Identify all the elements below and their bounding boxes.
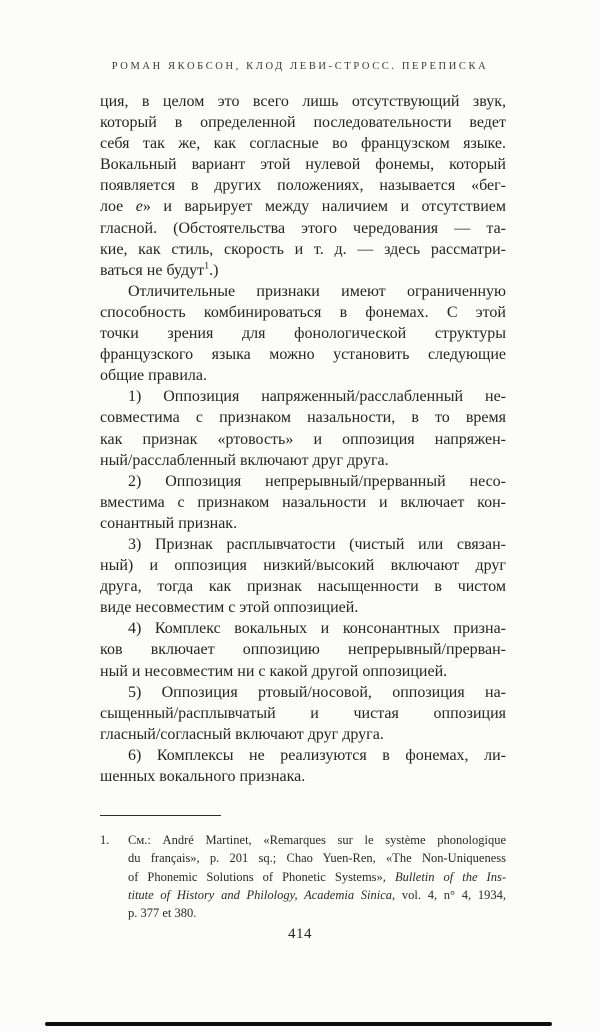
text-line: ный/расслабленный включают друг друга. [100,451,389,469]
text-line: совместима с признаком назальности, в то время [100,409,506,427]
text-line: 3) Признак расплывчатости (чистый или связан- [128,535,506,553]
text-line: of Phonemic Solutions of Phonetic Systems», Bulletin of the Ins- [128,869,506,884]
text-line: ция, в целом это всего лишь отсутствующий звук, [100,93,506,110]
footnote-separator [100,815,221,816]
text-line: себя так же, как согласные во французском языке. [100,135,506,153]
text-line: лое е» и варьирует между наличием и отсутствием [100,198,507,216]
text-line: французского языка можно установить следующие [100,346,506,364]
text-line: 1) Оппозиция напряженный/расслабленный не- [128,388,506,406]
text-line: друга, тогда как признак насыщенности в чистом [100,578,506,596]
body-text [100,91,506,787]
text-line: ный) и оппозиция низкий/высокий включают друг [100,557,506,575]
text-line: кие, как стиль, скорость и т. д. — здесь рассматри- [100,240,506,258]
footnote-text [128,831,506,922]
text-line: сыщенный/расплывчатый и чистая оппозиция [100,704,506,722]
text-line: titute of History and Philology, Academia Sinica, vol. 4, n° 4, 1934, [128,887,506,902]
running-header: РОМАН ЯКОБСОН, КЛОД ЛЕВИ-СТРОСС. ПЕРЕПИСКА [111,61,489,72]
text-line: 5) Оппозиция ртовый/носовой, оппозиция на- [128,683,506,701]
text-line: гласной. (Обстоятельства этого чередования — та- [100,219,506,237]
page-number: 414 [288,926,312,942]
text-line: сонантный признак. [100,514,238,532]
text-line: гласный/согласный включают друг друга. [100,725,384,743]
text-line: Отличительные признаки имеют ограниченную [128,282,506,300]
text-line: появляется в других положениях, называется «бег- [100,177,506,195]
text-line: который в определенной последовательности ведет [100,114,506,132]
text-line: ный и несовместим ни с какой другой оппозицией. [100,662,448,680]
text-line: du français», p. 201 sq.; Chao Yuen-Ren, «The Non-Uniqueness [128,851,506,866]
text-line: Вокальный вариант этой нулевой фонемы, который [100,156,506,174]
text-line: виде несовместим с этой оппозицией. [100,599,359,617]
text-line: вместима с признаком назальности и включает кон- [100,493,506,511]
footnote-number: 1. [100,833,110,847]
text-line: 6) Комплексы не реализуются в фонемах, ли- [128,746,506,764]
scan-edge-line [45,1022,552,1026]
text-line: 2) Оппозиция непрерывный/прерванный несо- [128,472,506,490]
text-line: ваться не будут$^1$.) [100,260,219,279]
text-line: шенных вокального признака. [100,768,306,785]
text-line: ков включает оппозицию непрерывный/прерван- [100,641,506,659]
footnote [100,831,506,922]
text-line: p. 377 et 380. [128,906,197,921]
text-line: способность комбинироваться в фонемах. С этой [100,303,506,321]
text-line: общие правила. [100,367,207,385]
text-line: как признак «ртовость» и оппозиция напряжен- [100,430,506,448]
text-line: точки зрения для фонологической структуры [100,325,506,343]
text-line: См.: André Martinet, «Remarques sur le système phonologique [128,833,506,847]
text-line: 4) Комплекс вокальных и консонантных призна- [128,620,506,638]
